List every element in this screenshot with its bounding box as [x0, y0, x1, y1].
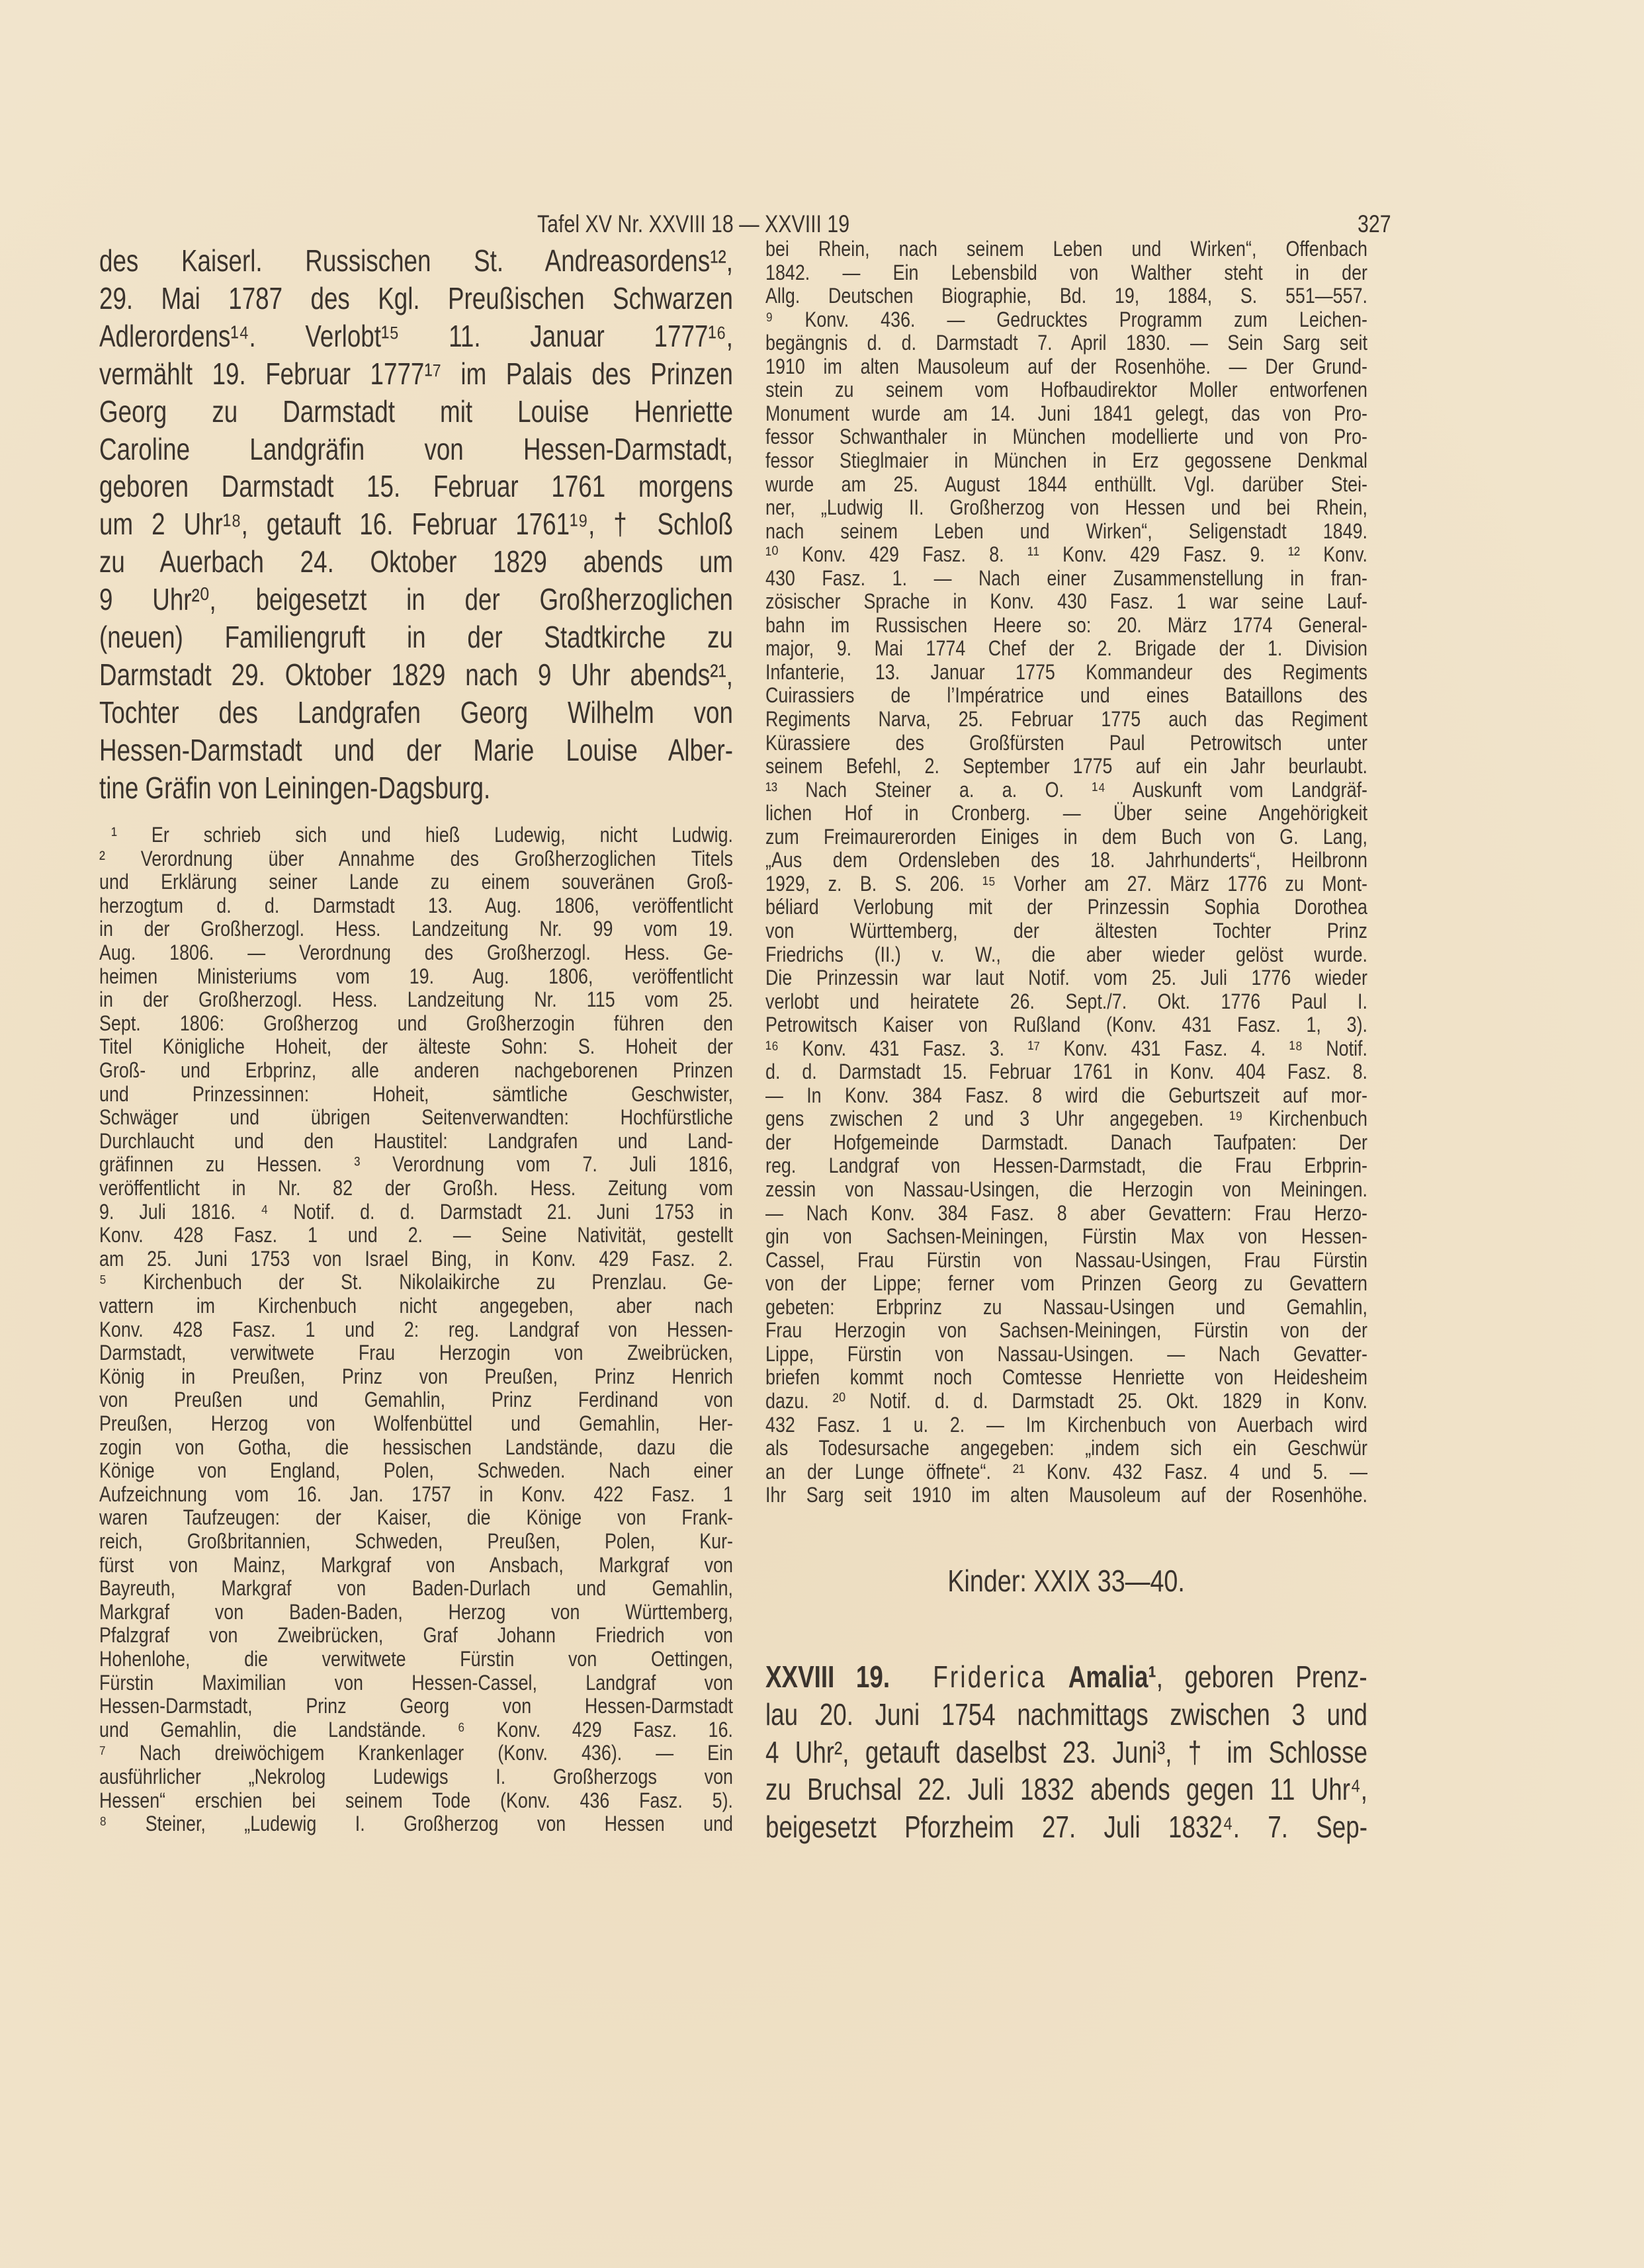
footnote-line: Groß- und Erbprinz, alle anderen nachgeborenen Prinzen	[99, 1058, 733, 1082]
footnote-line: Markgraf von Baden-Baden, Herzog von Württemberg,	[99, 1599, 733, 1624]
footnote-line: in der Großherzogl. Hess. Landzeitung Nr. 115 vom 25.	[99, 987, 733, 1012]
children-reference	[765, 1562, 1367, 1599]
footnote-line: béliard Verlobung mit der Prinzessin Sophia Dorothea	[765, 895, 1367, 919]
footnote-line: an der Lunge öffnete“. ²¹ Konv. 432 Fasz. 4 und 5. —	[765, 1459, 1367, 1484]
main-text-line: Tochter des Landgrafen Georg Wilhelm von	[99, 694, 733, 730]
main-text-line: vermählt 19. Februar 1777¹⁷ im Palais des Prinzen	[99, 356, 733, 391]
entry-text-line: 4 Uhr², getauft daselbst 23. Juni³, † im Schlosse	[765, 1734, 1367, 1769]
footnote-line: heimen Ministeriums vom 19. Aug. 1806, veröffentlicht	[99, 964, 733, 988]
footnote-line: der Hofgemeinde Darmstadt. Danach Taufpaten: Der	[765, 1130, 1367, 1154]
footnote-line: gräfinnen zu Hessen. ³ Verordnung vom 7. Juli 1816,	[99, 1152, 733, 1177]
entry-main-name: Amalia¹	[1068, 1659, 1156, 1694]
footnote-line: stein zu seinem vom Hofbaudirektor Moller entworfenen	[765, 378, 1367, 402]
footnote-line: zessin von Nassau-Usingen, die Herzogin von Meiningen.	[765, 1177, 1367, 1201]
footnote-line: reich, Großbritannien, Schweden, Preußen, Polen, Kur-	[99, 1529, 733, 1553]
footnote-line: Bayreuth, Markgraf von Baden-Durlach und Gemahlin,	[99, 1576, 733, 1601]
main-text-line: Darmstadt 29. Oktober 1829 nach 9 Uhr abends²¹,	[99, 657, 733, 692]
footnote-line: wurde am 25. August 1844 enthüllt. Vgl. darüber Stei-	[765, 472, 1367, 496]
footnote-line: dazu. ²⁰ Notif. d. d. Darmstadt 25. Okt. 1829 in Konv.	[765, 1388, 1367, 1413]
footnote-line: von Preußen und Gemahlin, Prinz Ferdinand von	[99, 1388, 733, 1412]
footnote-line: Hessen-Darmstadt, Prinz Georg von Hessen-Darmstadt	[99, 1694, 733, 1718]
main-text-line: zu Auerbach 24. Oktober 1829 abends um	[99, 544, 733, 579]
footnote-line: 432 Fasz. 1 u. 2. — Im Kirchenbuch von Auerbach wird	[765, 1412, 1367, 1437]
entry-id: XXVIII 19.	[765, 1659, 890, 1694]
footnote-line: zösischer Sprache in Konv. 430 Fasz. 1 war seine Lauf-	[765, 589, 1367, 614]
footnote-line: Pfalzgraf von Zweibrücken, Graf Johann Friedrich von	[99, 1623, 733, 1648]
main-text-line: Caroline Landgräfin von Hessen-Darmstadt,	[99, 431, 733, 466]
footnote-line: König in Preußen, Prinz von Preußen, Prinz Henrich	[99, 1364, 733, 1388]
main-text-line: 9 Uhr²⁰, beigesetzt in der Großherzoglichen	[99, 582, 733, 617]
footnote-line: und Gemahlin, die Landstände. ⁶ Konv. 429 Fasz. 16.	[99, 1717, 733, 1742]
entry-text-line: zu Bruchsal 22. Juli 1832 abends gegen 11 Uhr⁴,	[765, 1772, 1367, 1807]
footnote-line: gebeten: Erbprinz zu Nassau-Usingen und Gemahlin,	[765, 1294, 1367, 1319]
footnote-line: Sept. 1806: Großherzog und Großherzogin führen den	[99, 1011, 733, 1035]
footnote-line: „Aus dem Ordensleben des 18. Jahrhunderts“, Heilbronn	[765, 848, 1367, 872]
footnote-line: 1842. — Ein Lebensbild von Walther steht in der	[765, 260, 1367, 284]
footnote-line: herzogtum d. d. Darmstadt 13. Aug. 1806, veröffentlicht	[99, 893, 733, 917]
footnote-line: veröffentlicht in Nr. 82 der Großh. Hess. Zeitung vom	[99, 1176, 733, 1200]
footnote-line: Aug. 1806. — Verordnung des Großherzogl. Hess. Ge-	[99, 941, 733, 964]
footnote-line: waren Taufzeugen: der Kaiser, die Könige von Frank-	[99, 1505, 733, 1530]
footnote-line: von der Lippe; ferner vom Prinzen Georg zu Gevattern	[765, 1271, 1367, 1296]
footnote-line: als Todesursache angegeben: „indem sich ein Geschwür	[765, 1436, 1367, 1460]
main-text-line: Georg zu Darmstadt mit Louise Henriette	[99, 394, 733, 429]
main-text-line: geboren Darmstadt 15. Februar 1761 morgens	[99, 469, 733, 504]
footnote-line: major, 9. Mai 1774 Chef der 2. Brigade der 1. Division	[765, 636, 1367, 661]
footnote-line: ausführlicher „Nekrolog Ludewigs I. Großherzogs von	[99, 1765, 733, 1788]
footnote-line: vattern im Kirchenbuch nicht angegeben, aber nach	[99, 1294, 733, 1318]
entry-first-line	[765, 1658, 1367, 1695]
footnote-line: Monument wurde am 14. Juni 1841 gelegt, das von Pro-	[765, 401, 1367, 425]
footnote-line: Preußen, Herzog von Wolfenbüttel und Gemahlin, Her-	[99, 1411, 733, 1435]
footnote-line: — Nach Konv. 384 Fasz. 8 aber Gevattern: Frau Herzo-	[765, 1200, 1367, 1225]
main-text-line: Adlerordens¹⁴. Verlobt¹⁵ 11. Januar 1777¹⁶,	[99, 318, 733, 353]
footnote-line: ¹ Er schrieb sich und hieß Ludewig, nicht Ludwig.	[111, 823, 733, 847]
footnote-line: — In Konv. 384 Fasz. 8 wird die Geburtszeit auf mor-	[765, 1083, 1367, 1107]
main-text-line: (neuen) Familiengruft in der Stadtkirche zu	[99, 620, 733, 654]
footnote-line: 1929, z. B. S. 206. ¹⁵ Vorher am 27. März 1776 zu Mont-	[765, 871, 1367, 896]
footnote-line: Infanterie, 13. Januar 1775 Kommandeur des Regiments	[765, 659, 1367, 684]
footnote-line: fessor Stieglmaier in München in Erz gegossene Denkmal	[765, 448, 1367, 472]
main-text-line: tine Gräfin von Leiningen-Dagsburg.	[99, 770, 491, 805]
entry-first-name: Friderica	[933, 1659, 1047, 1694]
footnote-line: zum Freimaurerorden Einiges in dem Buch von G. Lang,	[765, 824, 1367, 849]
footnote-line: reg. Landgraf von Hessen-Darmstadt, die Frau Erbprin-	[765, 1154, 1367, 1178]
footnote-line: 1910 im alten Mausoleum auf der Rosenhöhe. — Der Grund-	[765, 354, 1367, 378]
footnote-line: Aufzeichnung vom 16. Jan. 1757 in Konv. 422 Fasz. 1	[99, 1482, 733, 1506]
footnote-line: von Württemberg, der ältesten Tochter Prinz	[765, 918, 1367, 943]
children-text: Kinder: XXIX 33—40.	[947, 1564, 1186, 1598]
footnote-line: lichen Hof in Cronberg. — Über seine Angehörigkeit	[765, 801, 1367, 825]
footnote-line: 9. Juli 1816. ⁴ Notif. d. d. Darmstadt 21. Juni 1753 in	[99, 1199, 733, 1224]
footnote-line: ² Verordnung über Annahme des Großherzoglichen Titels	[99, 846, 733, 870]
footnote-line: in der Großherzogl. Hess. Landzeitung Nr. 99 vom 19.	[99, 917, 733, 941]
footnote-line: ⁹ Konv. 436. — Gedrucktes Programm zum Leichen-	[765, 307, 1367, 331]
footnote-line: am 25. Juni 1753 von Israel Bing, in Konv. 429 Fasz. 2.	[99, 1246, 733, 1271]
footnote-line: Schwäger und übrigen Seitenverwandten: Hochfürstliche	[99, 1105, 733, 1130]
footnote-line: bei Rhein, nach seinem Leben und Wirken“, Offenbach	[765, 237, 1367, 261]
footnote-line: ⁵ Kirchenbuch der St. Nikolaikirche zu Prenzlau. Ge-	[99, 1270, 733, 1294]
footnote-line: Hohenlohe, die verwitwete Fürstin von Oettingen,	[99, 1647, 733, 1671]
footnote-line: ⁸ Steiner, „Ludewig I. Großherzog von Hessen und	[99, 1812, 733, 1836]
footnote-line: Ihr Sarg seit 1910 im alten Mausoleum auf der Rosenhöhe.	[765, 1483, 1367, 1507]
footnote-line: nach seinem Leben und Wirken“, Seligenstadt 1849.	[765, 519, 1367, 543]
main-text-line: Hessen-Darmstadt und der Marie Louise Alber-	[99, 732, 733, 767]
footnote-line: Lippe, Fürstin von Nassau-Usingen. — Nach Gevatter-	[765, 1341, 1367, 1366]
footnote-line: 430 Fasz. 1. — Nach einer Zusammenstellung in fran-	[765, 566, 1367, 590]
footnote-line: Frau Herzogin von Sachsen-Meiningen, Fürstin von der	[765, 1318, 1367, 1343]
footnote-line: Titel Königliche Hoheit, der älteste Sohn: S. Hoheit der	[99, 1034, 733, 1059]
footnote-line: Konv. 428 Fasz. 1 und 2. — Seine Nativität, gestellt	[99, 1223, 733, 1247]
footnote-line: Durchlaucht und den Haustitel: Landgrafen und Land-	[99, 1128, 733, 1153]
footnote-line: ¹⁶ Konv. 431 Fasz. 3. ¹⁷ Konv. 431 Fasz. 4. ¹⁸ Notif.	[765, 1036, 1367, 1060]
footnote-line: Hessen“ erschien bei seinem Tode (Konv. 436 Fasz. 5).	[99, 1788, 733, 1812]
footnote-line: ⁷ Nach dreiwöchigem Krankenlager (Konv. 436). — Ein	[99, 1741, 733, 1765]
footnote-line: Cassel, Frau Fürstin von Nassau-Usingen, Frau Fürstin	[765, 1247, 1367, 1272]
footnote-line: Fürstin Maximilian von Hessen-Cassel, Landgraf von	[99, 1670, 733, 1695]
footnote-line: und Erklärung seiner Lande zu einem souveränen Groß-	[99, 870, 733, 894]
footnote-line: briefen kommt noch Comtesse Henriette von Heidesheim	[765, 1365, 1367, 1390]
footnote-line: Könige von England, Polen, Schweden. Nach einer	[99, 1458, 733, 1483]
footnote-line: Konv. 428 Fasz. 1 und 2: reg. Landgraf von Hessen-	[99, 1317, 733, 1341]
entry-text-line: lau 20. Juni 1754 nachmittags zwischen 3 und	[765, 1697, 1367, 1732]
footnote-line: Cuirassiers de l’Impératrice und eines Bataillons des	[765, 683, 1367, 708]
footnote-line: gens zwischen 2 und 3 Uhr angegeben. ¹⁹ Kirchenbuch	[765, 1107, 1367, 1131]
footnote-line: Kürassiere des Großfürsten Paul Petrowitsch unter	[765, 730, 1367, 755]
footnote-line: Petrowitsch Kaiser von Rußland (Konv. 431 Fasz. 1, 3).	[765, 1013, 1367, 1037]
footnote-line: d. d. Darmstadt 15. Februar 1761 in Konv. 404 Fasz. 8.	[765, 1060, 1367, 1084]
footnote-line: gin von Sachsen-Meiningen, Fürstin Max von Hessen-	[765, 1224, 1367, 1249]
entry-text-line: beigesetzt Pforzheim 27. Juli 1832⁴. 7. Sep-	[765, 1809, 1367, 1844]
footnote-line: und Prinzessinnen: Hoheit, sämtliche Geschwister,	[99, 1081, 733, 1106]
footnote-line: fessor Schwanthaler in München modellierte und von Pro-	[765, 425, 1367, 449]
footnote-line: zogin von Gotha, die hessischen Landstände, dazu die	[99, 1435, 733, 1459]
footnote-line: verlobt und heiratete 26. Sept./7. Okt. 1776 Paul I.	[765, 989, 1367, 1013]
footnote-line: begängnis d. d. Darmstadt 7. April 1830. — Sein Sarg seit	[765, 331, 1367, 355]
main-text-line: um 2 Uhr¹⁸, getauft 16. Februar 1761¹⁹, † Schloß	[99, 507, 733, 542]
footnote-line: ¹³ Nach Steiner a. a. O. ¹⁴ Auskunft vom Landgräf-	[765, 777, 1367, 802]
footnote-line: seinem Befehl, 2. September 1775 auf ein Jahr beurlaubt.	[765, 754, 1367, 778]
running-header: Tafel XV Nr. XXVIII 18 — XXVIII 19	[537, 210, 850, 237]
main-text-line: 29. Mai 1787 des Kgl. Preußischen Schwarzen	[99, 280, 733, 315]
footnote-line: Allg. Deutschen Biographie, Bd. 19, 1884, S. 551—557.	[765, 284, 1367, 308]
footnote-line: Die Prinzessin war laut Notif. vom 25. Juli 1776 wieder	[765, 966, 1367, 990]
footnote-line: Darmstadt, verwitwete Frau Herzogin von Zweibrücken,	[99, 1341, 733, 1365]
footnote-line: Friedrichs (II.) v. W., die aber wieder gelöst wurde.	[765, 942, 1367, 966]
footnote-line: fürst von Mainz, Markgraf von Ansbach, Markgraf von	[99, 1552, 733, 1577]
footnote-line: ¹⁰ Konv. 429 Fasz. 8. ¹¹ Konv. 429 Fasz. 9. ¹² Konv.	[765, 542, 1367, 567]
footnote-line: Regiments Narva, 25. Februar 1775 auch das Regiment	[765, 707, 1367, 731]
entry-line1-rest: , geboren Prenz-	[1156, 1659, 1367, 1694]
page-number: 327	[1358, 210, 1391, 237]
footnote-line: bahn im Russischen Heere so: 20. März 1774 General-	[765, 612, 1367, 637]
main-text-line: des Kaiserl. Russischen St. Andreasordens¹²,	[99, 243, 733, 278]
footnote-line: ner, „Ludwig II. Großherzog von Hessen und bei Rhein,	[765, 495, 1367, 520]
